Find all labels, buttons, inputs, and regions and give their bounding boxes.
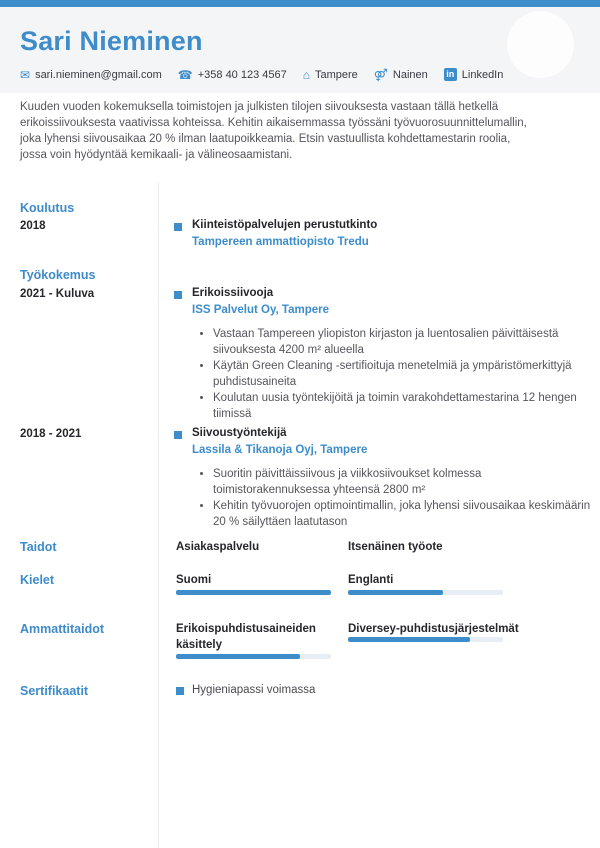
list-item: • Vastaan Tampereen yliopiston kirjaston ja luentosalien päivittäisestä siivouksesta 4200 m² alueella — [213, 327, 595, 358]
square-bullet-icon — [174, 223, 182, 231]
home-icon: ⌂ — [302, 67, 310, 82]
page-title: Sari Nieminen — [20, 26, 203, 56]
linkedin-icon: in — [444, 68, 457, 81]
email-label: sari.nieminen@gmail.com — [35, 68, 162, 81]
column-divider — [158, 182, 159, 848]
section-label-kielet: Kielet — [20, 573, 55, 587]
job1-date: 2021 - Kuluva — [20, 288, 95, 300]
linkedin-contact[interactable] — [444, 68, 504, 81]
location-label: Tampere — [315, 68, 358, 81]
section-label-ammattitaidot: Ammattitaidot — [20, 622, 105, 636]
job2-bullet-list — [199, 467, 595, 531]
language-level-bar — [348, 590, 503, 595]
certificate-item: Hygieniapassi voimassa — [192, 684, 316, 696]
avatar — [507, 11, 574, 78]
list-item: • Käytän Green Cleaning -sertifioituja menetelmiä ja ympäristömerkittyjä puhdistusaineita — [213, 359, 595, 390]
job1-bullet-list — [199, 327, 595, 423]
job2-date: 2018 - 2021 — [20, 428, 82, 440]
education-title: Kiinteistöpalvelujen perustutkinto — [192, 219, 378, 231]
section-label-taidot: Taidot — [20, 540, 57, 554]
gender-label: Nainen — [392, 68, 428, 81]
bar-fill — [348, 590, 443, 595]
section-label-sertifikaatit: Sertifikaatit — [20, 684, 89, 698]
list-item: • Koulutan uusia työntekijöitä ja toimin varakohdettamestarina 12 hengen tiimissä — [213, 391, 595, 422]
section-label-tyokokemus: Työkokemus — [20, 268, 96, 282]
job1-title: Erikoissiivooja — [192, 287, 274, 299]
language-level-bar — [176, 590, 331, 595]
gender-contact — [374, 69, 428, 81]
bar-fill — [176, 654, 300, 659]
list-item: • Suoritin päivittäissiivous ja viikkosiivoukset kolmessa toimistorakennuksessa yhteensä 2800 m² — [213, 467, 595, 498]
envelope-icon: ✉ — [20, 67, 31, 82]
pro-skill-level-bar — [176, 654, 331, 659]
pro-skill-name: Diversey-puhdistusjärjestelmät — [348, 623, 519, 635]
education-school-link[interactable]: Tampereen ammattiopisto Tredu — [192, 236, 369, 248]
job1-company-link[interactable]: ISS Palvelut Oy, Tampere — [192, 304, 329, 316]
phone-contact[interactable] — [178, 69, 287, 81]
section-label-koulutus: Koulutus — [20, 201, 75, 215]
square-bullet-icon — [176, 687, 184, 695]
job2-company-link[interactable]: Lassila & Tikanoja Oyj, Tampere — [192, 444, 368, 456]
skill-item: Asiakaspalvelu — [176, 541, 260, 553]
contact-row — [20, 68, 503, 81]
linkedin-label: LinkedIn — [461, 68, 504, 81]
gender-icon: ⚤ — [373, 67, 388, 82]
square-bullet-icon — [174, 291, 182, 299]
phone-icon: ☎ — [177, 67, 193, 82]
education-date: 2018 — [20, 220, 46, 232]
summary-text: Kuuden vuoden kokemuksella toimistojen ja julkisten tilojen siivouksesta vastaan tällä hetkellä erikoissiivouksesta vaativissa kohteissa. Kehitin aikaisemmassa työssäni työvuorosuunnittelumallin, joka lyhensi siivousaikaa 20 % ilman laatupoikkeamia. Etsin vastuullista kohdettamestarin roolia, jossa voin hyödyntää kemikaali- ja välineosaamistani. — [20, 101, 527, 161]
list-item: • Kehitin työvuorojen optimointimallin, joka lyhensi siivousaikaa keskimäärin 20 % säilyttäen laatutason — [213, 499, 595, 530]
pro-skill-level-bar — [348, 637, 503, 642]
bar-fill — [348, 637, 470, 642]
location-contact — [303, 69, 358, 81]
job2-title: Siivoustyöntekijä — [192, 427, 287, 439]
square-bullet-icon — [174, 431, 182, 439]
phone-label: +358 40 123 4567 — [197, 68, 287, 81]
bar-fill — [176, 590, 331, 595]
email-contact[interactable] — [20, 69, 162, 81]
accent-top-bar — [0, 0, 600, 7]
language-name: Englanti — [348, 574, 394, 586]
skill-item: Itsenäinen työote — [348, 541, 443, 553]
language-name: Suomi — [176, 574, 212, 586]
pro-skill-name: Erikoispuhdistusaineiden käsittely — [176, 623, 316, 651]
